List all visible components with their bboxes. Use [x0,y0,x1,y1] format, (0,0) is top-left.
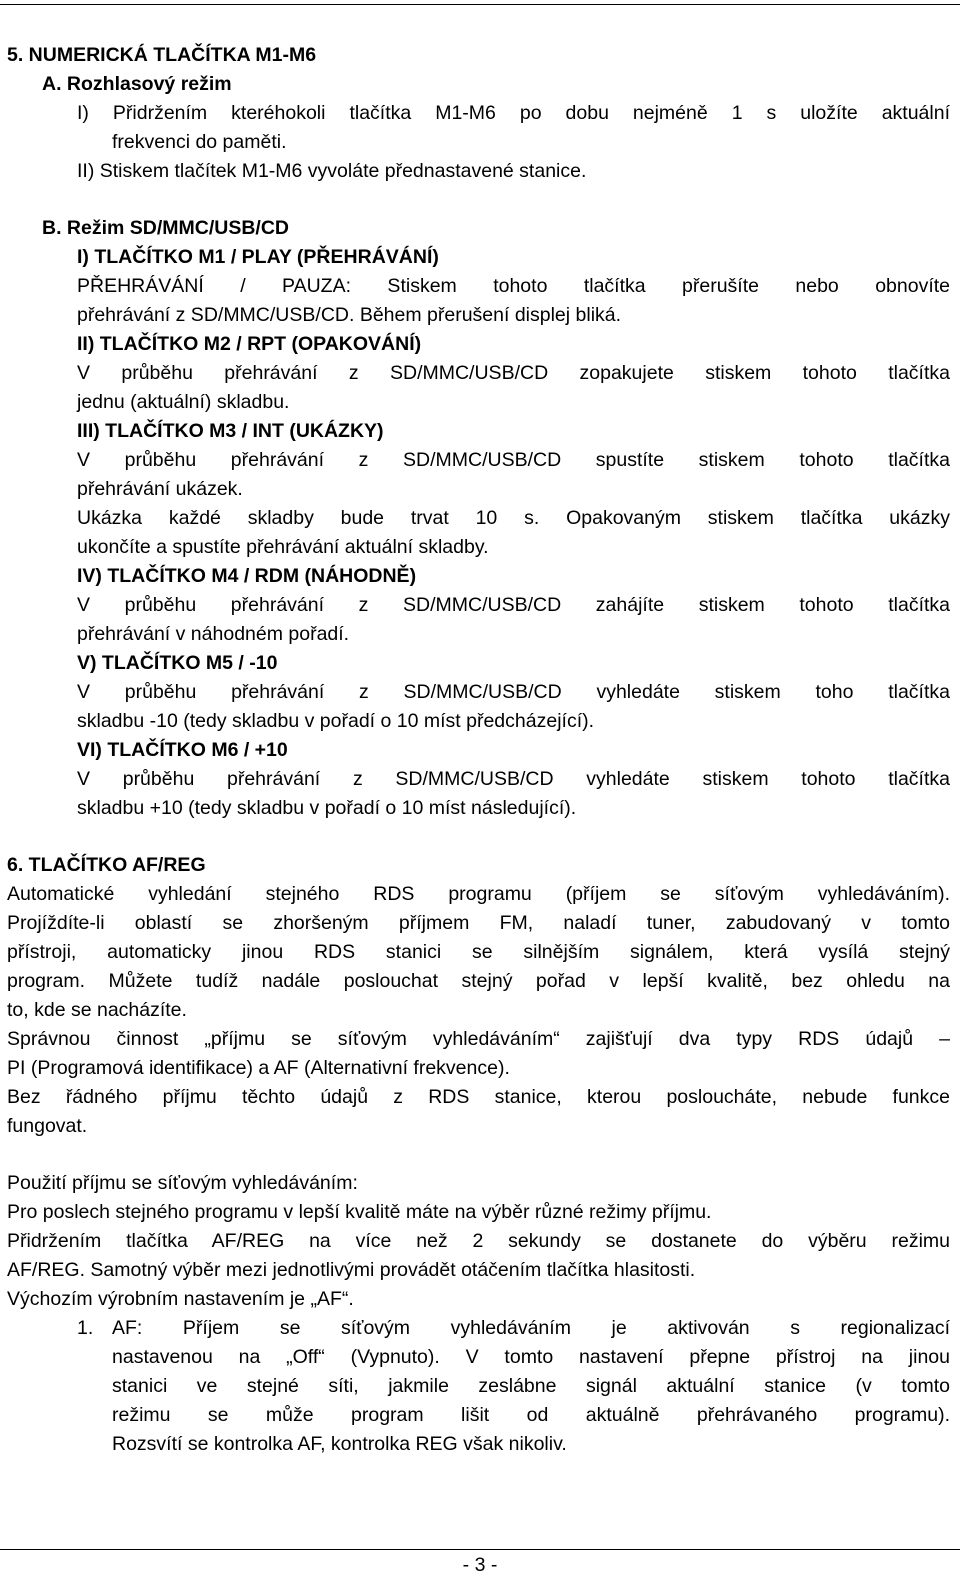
item-heading: VI) TLAČÍTKO M6 / +10 [77,739,288,761]
item-heading: I) TLAČÍTKO M1 / PLAY (PŘEHRÁVÁNÍ) [77,246,439,268]
paragraph-line: jednu (aktuální) skladbu. [77,391,290,413]
top-rule [0,4,960,5]
paragraph-line: skladbu -10 (tedy skladbu v pořadí o 10 míst předcházející). [77,710,595,732]
list-number: 1. [77,1317,94,1339]
paragraph-line: Ukázka každé skladby bude trvat 10 s. Opakovaným stiskem tlačítka ukázky [77,507,950,529]
paragraph-line: PI (Programová identifikace) a AF (Alternativní frekvence). [7,1057,510,1079]
subsection-a-title: A. Rozhlasový režim [42,73,232,95]
section-5-title: 5. NUMERICKÁ TLAČÍTKA M1-M6 [7,44,317,66]
paragraph-line: Přidržením tlačítka AF/REG na více než 2 sekundy se dostanete do výběru režimu [7,1230,950,1252]
paragraph-line: V průběhu přehrávání z SD/MMC/USB/CD vyhledáte stiskem tohoto tlačítka [77,768,950,790]
paragraph-line: přístroji, automaticky jinou RDS stanici se silnějším signálem, která vysílá stejný [7,941,950,963]
paragraph-line: frekvenci do paměti. [112,131,287,153]
paragraph-line: fungovat. [7,1115,88,1137]
item-heading: II) TLAČÍTKO M2 / RPT (OPAKOVÁNÍ) [77,333,422,355]
page-number: - 3 - [462,1554,498,1576]
paragraph-line: V průběhu přehrávání z SD/MMC/USB/CD zahájíte stiskem tohoto tlačítka [77,594,950,616]
paragraph-line: Výchozím výrobním nastavením je „AF“. [7,1288,354,1310]
item-heading: V) TLAČÍTKO M5 / -10 [77,652,278,674]
paragraph-line: Projíždíte-li oblastí se zhoršeným příjmem FM, naladí tuner, zabudovaný v tomto [7,912,950,934]
paragraph-line: program. Můžete tudíž nadále poslouchat stejný pořad v lepší kvalitě, bez ohledu na [7,970,950,992]
list-item-line: režimu se může program lišit od aktuálně přehrávaného programu). [112,1404,950,1426]
paragraph-line: AF/REG. Samotný výběr mezi jednotlivými provádět otáčením tlačítka hlasitosti. [7,1259,696,1281]
list-item-line: nastavenou na „Off“ (Vypnuto). V tomto nastavení přepne přístroj na jinou [112,1346,950,1368]
item-heading: III) TLAČÍTKO M3 / INT (UKÁZKY) [77,420,384,442]
list-item-line: AF: Příjem se síťovým vyhledáváním je aktivován s regionalizací [112,1317,950,1339]
paragraph-line: to, kde se nacházíte. [7,999,187,1021]
paragraph-line: V průběhu přehrávání z SD/MMC/USB/CD spustíte stiskem tohoto tlačítka [77,449,950,471]
paragraph-line: PŘEHRÁVÁNÍ / PAUZA: Stiskem tohoto tlačítka přerušíte nebo obnovíte [77,275,950,297]
paragraph-line: přehrávání v náhodném pořadí. [77,623,350,645]
paragraph-line: II) Stiskem tlačítek M1-M6 vyvoláte přednastavené stanice. [77,160,587,182]
list-item-line: stanici ve stejné síti, jakmile zeslábne signál aktuální stanice (v tomto [112,1375,950,1397]
paragraph-line: V průběhu přehrávání z SD/MMC/USB/CD vyhledáte stiskem toho tlačítka [77,681,950,703]
item-heading: IV) TLAČÍTKO M4 / RDM (NÁHODNĚ) [77,565,417,587]
paragraph-line: Pro poslech stejného programu v lepší kvalitě máte na výběr různé režimy příjmu. [7,1201,712,1223]
paragraph-line: Automatické vyhledání stejného RDS programu (příjem se síťovým vyhledáváním). [7,883,950,905]
section-6-title: 6. TLAČÍTKO AF/REG [7,854,206,876]
paragraph-line: Bez řádného příjmu těchto údajů z RDS stanice, kterou posloucháte, nebude funkce [7,1086,950,1108]
list-item-line: Rozsvítí se kontrolka AF, kontrolka REG však nikoliv. [112,1433,567,1455]
footer-rule [0,1549,960,1550]
paragraph-line: Použití příjmu se síťovým vyhledáváním: [7,1172,358,1194]
paragraph-line: I) Přidržením kteréhokoli tlačítka M1-M6 po dobu nejméně 1 s uložíte aktuální [77,102,950,124]
paragraph-line: skladbu +10 (tedy skladbu v pořadí o 10 míst následující). [77,797,577,819]
paragraph-line: V průběhu přehrávání z SD/MMC/USB/CD zopakujete stiskem tohoto tlačítka [77,362,950,384]
paragraph-line: Správnou činnost „příjmu se síťovým vyhledáváním“ zajišťují dva typy RDS údajů – [7,1028,950,1050]
paragraph-line: přehrávání z SD/MMC/USB/CD. Během přerušení displej bliká. [77,304,622,326]
paragraph-line: přehrávání ukázek. [77,478,243,500]
subsection-b-title: B. Režim SD/MMC/USB/CD [42,217,290,239]
paragraph-line: ukončíte a spustíte přehrávání aktuální skladby. [77,536,489,558]
